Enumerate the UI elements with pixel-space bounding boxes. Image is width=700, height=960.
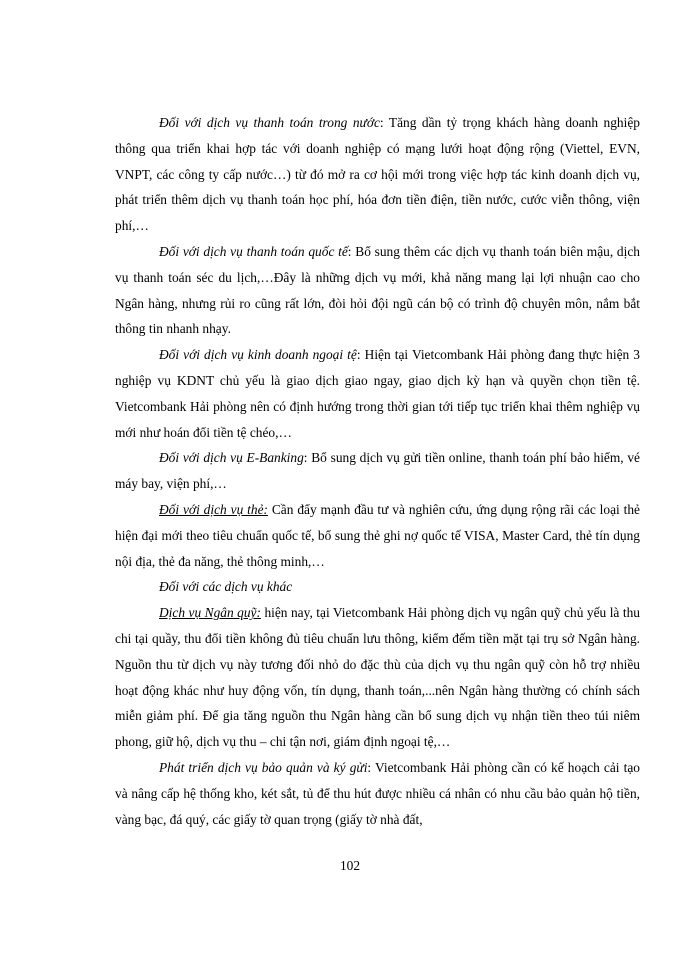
heading-ebanking: Đối với dịch vụ E-Banking [159, 450, 304, 466]
paragraph-text: : Tăng dần tỷ trọng khách hàng doanh nghiệp thông qua triển khai hợp tác với doanh nghiệp có mạng lưới hoạt động rộng (Viettel, EVN, VNPT, các công ty cấp nước…) từ đó mở ra cơ hội mới trong việc hợp tác kinh doanh dịch vụ, phát triển thêm dịch vụ thanh toán học phí, hóa đơn tiền điện, tiền nước, cước viễn thông, viện phí,… [115, 115, 640, 234]
paragraph-text: : Vietcombank Hải phòng cần có kế hoạch cải tạo và nâng cấp hệ thống kho, két sắt, tủ để thu hút được nhiều cá nhân có nhu cầu bảo quản hộ tiền, vàng bạc, đá quý, các giấy tờ quan trọng (giấy tờ nhà đất, [115, 759, 640, 827]
paragraph-international-payment [115, 239, 640, 342]
paragraph-text: : Hiện tại Vietcombank Hải phòng đang thực hiện 3 nghiệp vụ KDNT chủ yếu là giao dịch giao ngay, giao dịch kỳ hạn và quyền chọn tiền tệ. Vietcombank Hải phòng nên có định hướng trong thời gian tới tiếp tục triển khai thêm nghiệp vụ mới như hoán đổi tiền tệ chéo,… [115, 347, 640, 440]
paragraph-other-services [115, 574, 640, 600]
heading-safekeeping: Phát triển dịch vụ bảo quản và ký gửi [159, 759, 368, 775]
heading-card-services: Đối với dịch vụ thẻ: [159, 501, 268, 517]
paragraph-text: : Bổ sung dịch vụ gửi tiền online, thanh toán phí bảo hiểm, vé máy bay, viện phí,… [115, 450, 640, 492]
paragraph-domestic-payment [115, 110, 640, 239]
paragraph-card-services [115, 497, 640, 574]
heading-international-payment: Đối với dịch vụ thanh toán quốc tế [159, 243, 348, 259]
body-text [115, 110, 640, 832]
paragraph-treasury-services [115, 600, 640, 755]
paragraph-text: : Bổ sung thêm các dịch vụ thanh toán biên mậu, dịch vụ thanh toán séc du lịch,…Đây là những dịch vụ mới, khả năng mang lại lợi nhuận cao cho Ngân hàng, nhưng rủi ro cũng rất lớn, đòi hỏi đội ngũ cán bộ có trình độ chuyên môn, nắm bắt thông tin nhanh nhạy. [115, 243, 640, 337]
paragraph-foreign-exchange [115, 342, 640, 445]
paragraph-ebanking [115, 445, 640, 497]
paragraph-safekeeping [115, 755, 640, 832]
heading-domestic-payment: Đối với dịch vụ thanh toán trong nước [159, 115, 380, 130]
heading-treasury-services: Dịch vụ Ngân quỹ: [159, 605, 261, 621]
paragraph-text: hiện nay, tại Vietcombank Hải phòng dịch vụ ngân quỹ chủ yếu là thu chi tại quầy, thu đổi tiền không đủ tiêu chuẩn lưu thông, kiểm đếm tiền mặt tại trụ sở Ngân hàng. Nguồn thu từ dịch vụ này tương đối nhỏ do đặc thù của dịch vụ thu ngân quỹ còn hỗ trợ nhiều hoạt động khác như huy động vốn, tín dụng, thanh toán,...nên Ngân hàng thường có chính sách miễn giảm phí. Để gia tăng nguồn thu Ngân hàng cần bổ sung dịch vụ nhận tiền theo túi niêm phong, giữ hộ, dịch vụ thu – chi tận nơi, giám định ngoại tệ,… [115, 605, 640, 750]
paragraph-text: Cần đẩy mạnh đầu tư và nghiên cứu, ứng dụng rộng rãi các loại thẻ hiện đại mới theo tiêu chuẩn quốc tế, bổ sung thẻ ghi nợ quốc tế VISA, Master Card, thẻ tín dụng nội địa, thẻ đa năng, thẻ thông minh,… [115, 501, 641, 569]
heading-other-services: Đối với các dịch vụ khác [159, 579, 293, 595]
page-number: 102 [339, 858, 361, 873]
heading-foreign-exchange: Đối với dịch vụ kinh doanh ngoại tệ [159, 347, 357, 363]
